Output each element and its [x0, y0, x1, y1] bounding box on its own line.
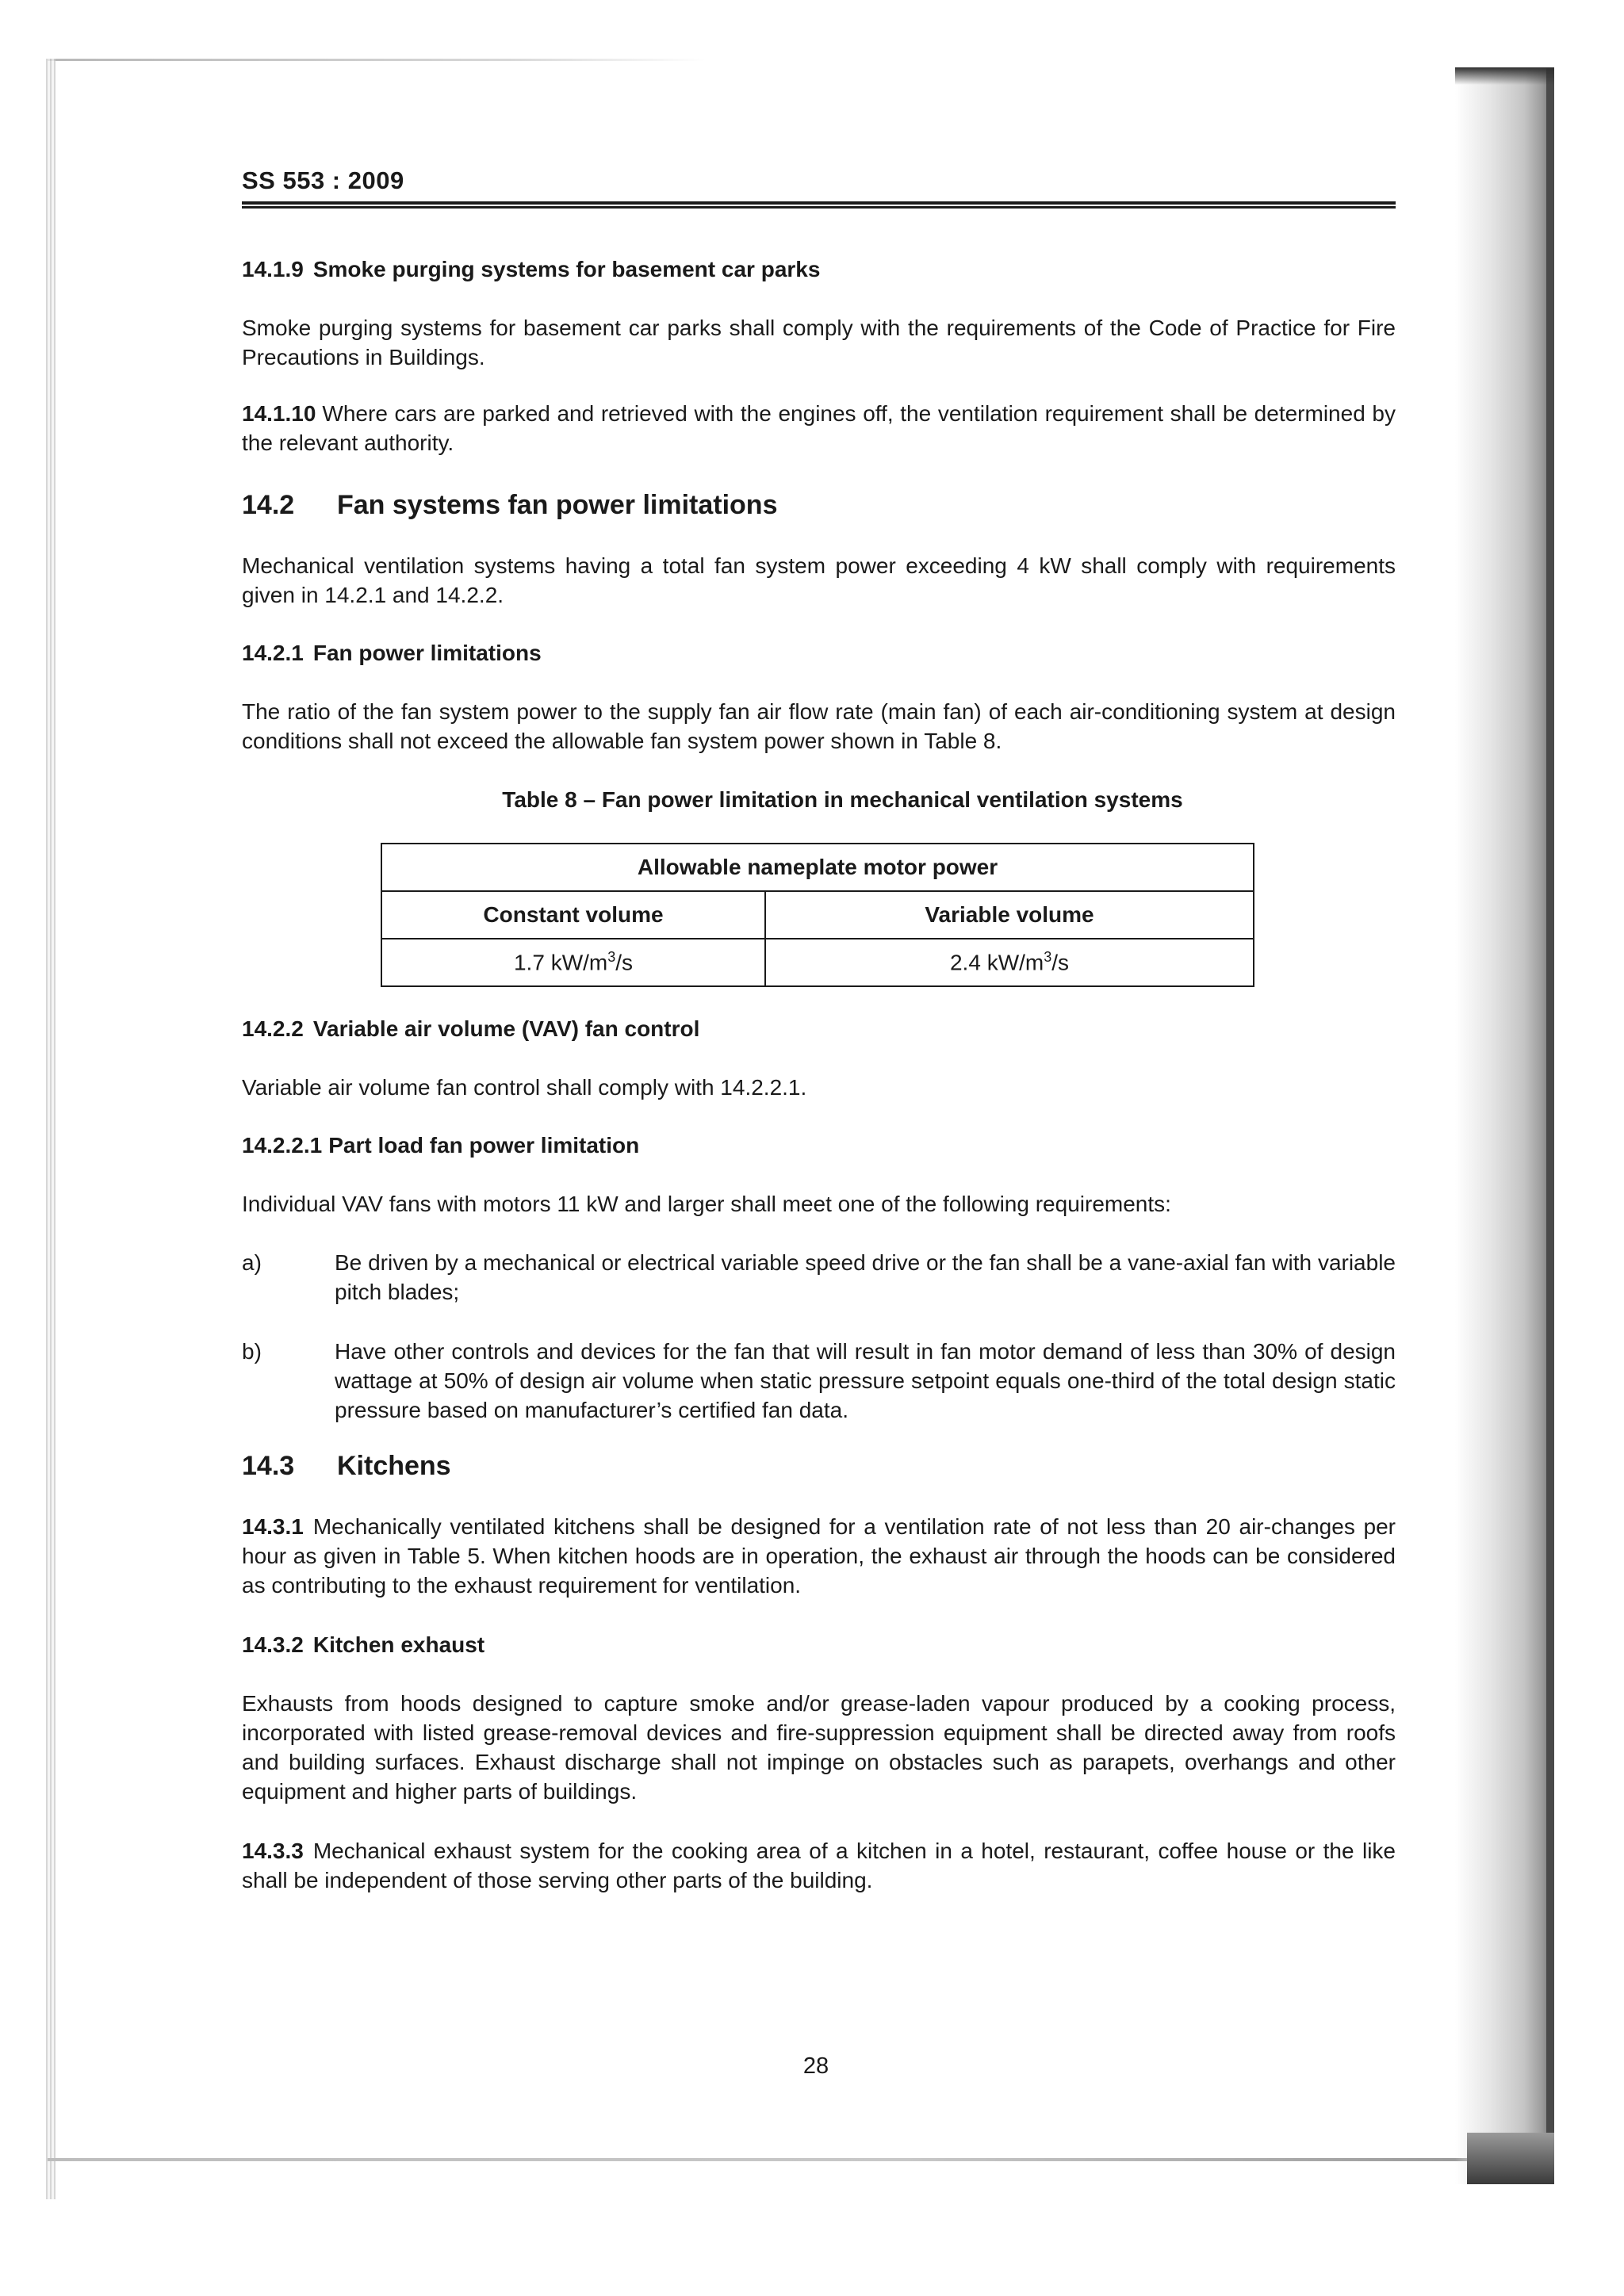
- table-8: [381, 843, 1254, 987]
- section-14-1-10: [242, 399, 1396, 457]
- section-title: Kitchen exhaust: [312, 1632, 485, 1657]
- scan-frame-bottom: [48, 2158, 1475, 2161]
- section-title: Fan systems fan power limitations: [337, 490, 778, 520]
- scan-bottom-corner: [1467, 2133, 1554, 2184]
- section-14-1-9-body: Smoke purging systems for basement car parks shall comply with the requirements of the Code of Practice for Fire Precautions in Buildings.: [242, 316, 1396, 369]
- section-title: Kitchens: [337, 1451, 451, 1481]
- table-8-caption: Table 8 – Fan power limitation in mechanical ventilation systems: [502, 787, 1183, 812]
- section-14-3-1: [242, 1512, 1396, 1600]
- section-body: Mechanical exhaust system for the cooking area of a kitchen in a hotel, restaurant, coffee house or the like shall be independent of those serving other parts of the building.: [242, 1839, 1396, 1892]
- section-14-3-2-body: Exhausts from hoods designed to capture smoke and/or grease-laden vapour produced by a cooking process, incorporated with listed grease-removal devices and fire-suppression equipment shall be directed away from roofs and building surfaces. Exhaust discharge shall not impinge on obstacles such as parapets, overhangs and other equipment and higher parts of buildings.: [242, 1691, 1396, 1804]
- section-14-2-2-body: Variable air volume fan control shall comply with 14.2.2.1.: [242, 1075, 807, 1100]
- column-header-constant-volume: Constant volume: [381, 891, 765, 939]
- scan-binding-shadow: [1455, 67, 1554, 2184]
- section-number: 14.3.1: [242, 1514, 304, 1539]
- cell-constant-volume: 1.7 $kW/m^3/s$: [381, 939, 765, 986]
- list-text: Be driven by a mechanical or electrical variable speed drive or the fan shall be a vane-axial fan with variable pitch blades;: [335, 1250, 1396, 1304]
- table-group-header: Allowable nameplate motor power: [381, 844, 1254, 891]
- section-number: 14.3: [242, 1451, 295, 1481]
- page-content: [242, 166, 1396, 1895]
- table-row: [381, 939, 1254, 986]
- list-marker: b): [242, 1339, 262, 1364]
- list-text: Have other controls and devices for the fan that will result in fan motor demand of less than 30% of design wattage at 50% of design air volume when static pressure setpoint equals one-third of the total design static pressure based on manufacturer’s certified fan data.: [335, 1339, 1396, 1422]
- section-title: Part load fan power limitation: [328, 1133, 640, 1158]
- list-item: [242, 1248, 1396, 1307]
- section-number: 14.2: [242, 490, 295, 520]
- scan-frame-top: [48, 59, 706, 61]
- section-body: Mechanically ventilated kitchens shall be designed for a ventilation rate of not less than 20 air-changes per hour as given in Table 5. When kitchen hoods are in operation, the exhaust air through the hoods can be considered as contributing to the exhaust requirement for ventilation.: [242, 1514, 1396, 1598]
- section-number: 14.2.2: [242, 1016, 304, 1041]
- table-row: [381, 891, 1254, 939]
- column-header-variable-volume: Variable volume: [765, 891, 1254, 939]
- section-title: Smoke purging systems for basement car parks: [312, 257, 821, 281]
- section-14-3-heading: [242, 1448, 1396, 1483]
- section-14-3-2-heading: [242, 1630, 1396, 1659]
- section-number: 14.2.2.1: [242, 1133, 323, 1158]
- section-title: Fan power limitations: [312, 641, 542, 665]
- scan-binding-edge: [1546, 67, 1554, 2184]
- list-marker: a): [242, 1250, 262, 1275]
- running-header: SS 553 : 2009: [242, 166, 404, 194]
- section-14-2-body: Mechanical ventilation systems having a total fan system power exceeding 4 kW shall comply with requirements given in 14.2.1 and 14.2.2.: [242, 553, 1396, 607]
- cell-variable-volume: 2.4 $kW/m^3/s$: [765, 939, 1254, 986]
- section-14-2-heading: [242, 488, 1396, 522]
- section-number: 14.2.1: [242, 641, 304, 665]
- section-14-2-1-heading: [242, 638, 1396, 668]
- page-number: 28: [802, 2053, 829, 2079]
- header-rule: [242, 201, 1396, 209]
- section-14-2-2-1-heading: [242, 1131, 1396, 1160]
- section-14-2-1-body: The ratio of the fan system power to the supply fan air flow rate (main fan) of each air-conditioning system at design conditions shall not exceed the allowable fan system power shown in Table 8.: [242, 699, 1396, 753]
- section-title: Variable air volume (VAV) fan control: [312, 1016, 700, 1041]
- list-item: [242, 1337, 1396, 1425]
- section-number: 14.1.9: [242, 257, 304, 281]
- section-14-1-9-heading: [242, 254, 1396, 284]
- section-number: 14.3.3: [242, 1839, 304, 1863]
- section-number: 14.3.2: [242, 1632, 304, 1657]
- scan-binding-cap: [1455, 67, 1554, 85]
- table-row: [381, 844, 1254, 891]
- section-14-3-3: [242, 1836, 1396, 1895]
- section-14-2-2-heading: [242, 1014, 1396, 1043]
- section-14-2-2-1-body: Individual VAV fans with motors 11 kW and larger shall meet one of the following requirements:: [242, 1192, 1171, 1216]
- section-body: Where cars are parked and retrieved with the engines off, the ventilation requirement shall be determined by the relevant authority.: [242, 401, 1396, 455]
- scan-frame-left: [46, 59, 56, 2199]
- section-number: 14.1.10: [242, 401, 316, 426]
